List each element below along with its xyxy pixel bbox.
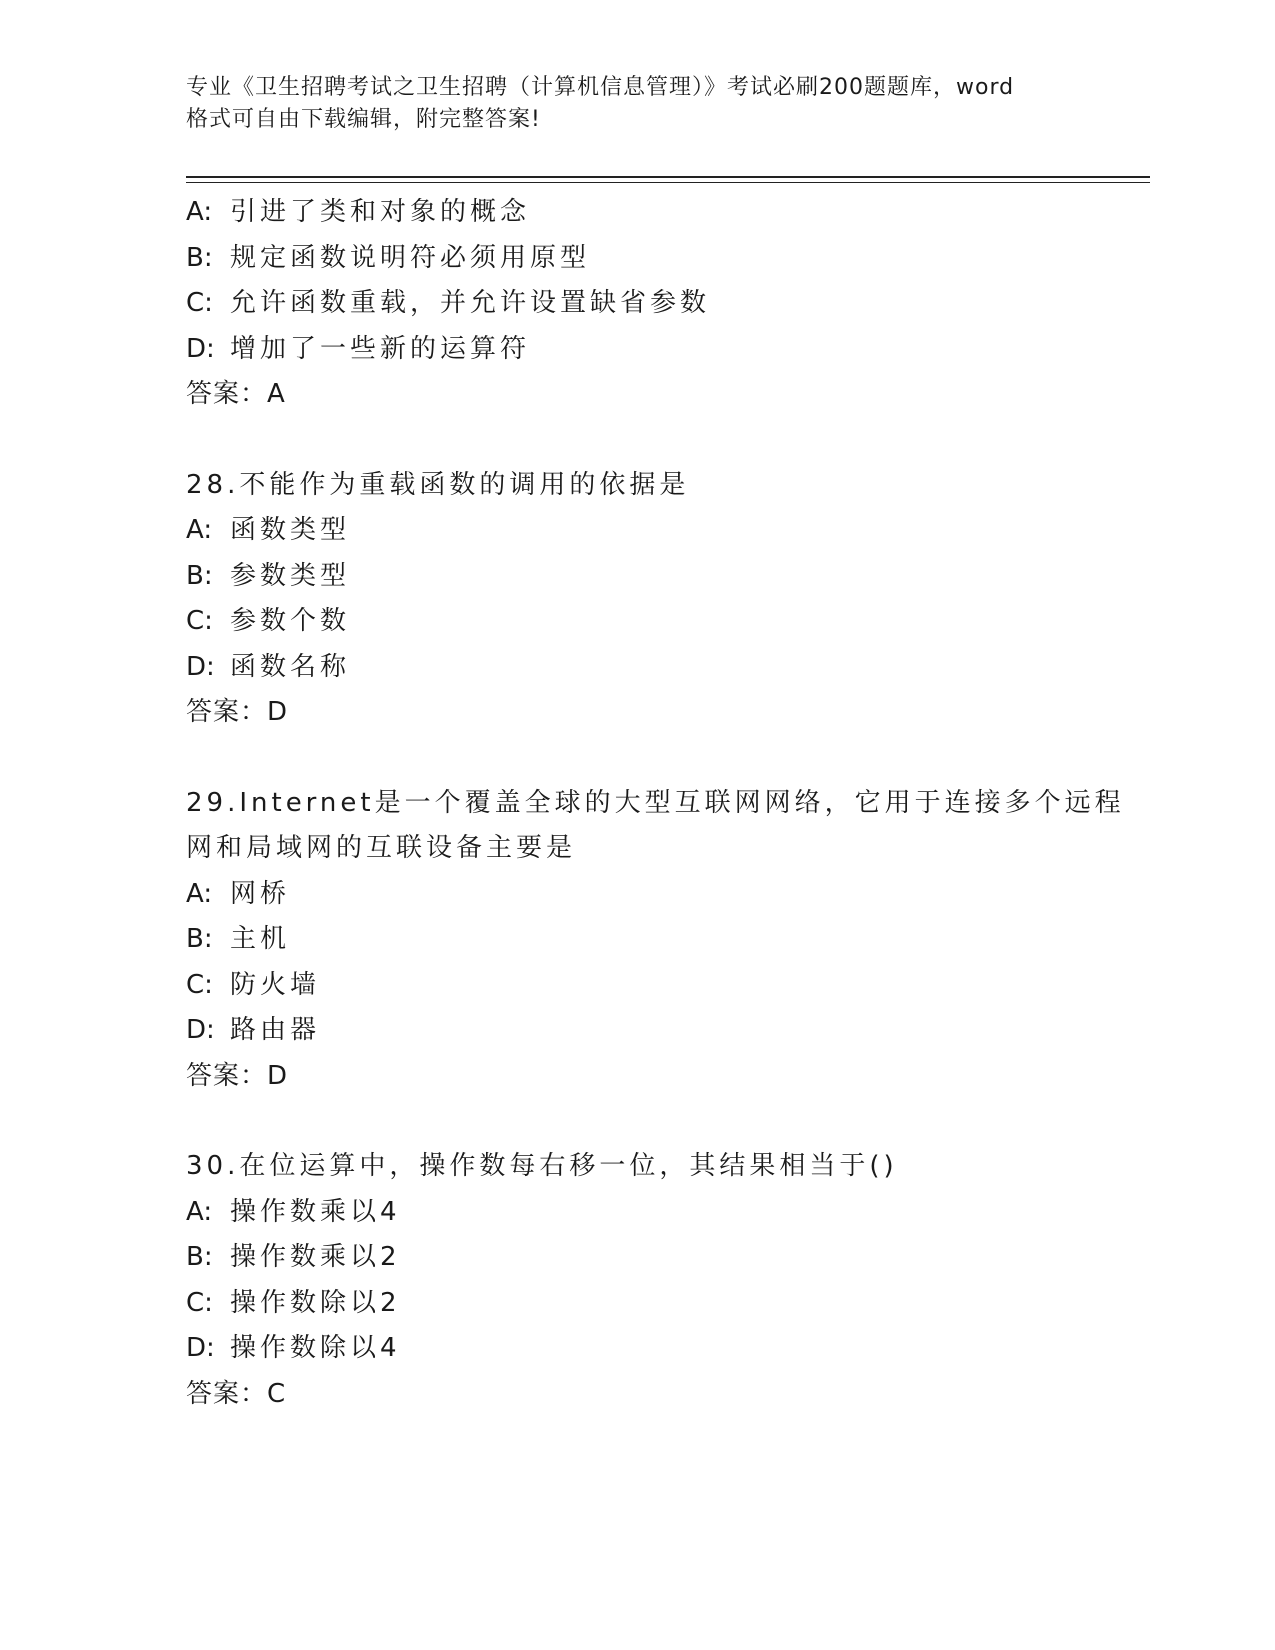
option-letter: C:	[186, 606, 213, 636]
option-text: 函数名称	[230, 651, 351, 682]
option-a	[186, 872, 1086, 918]
question-30	[186, 1144, 1086, 1417]
option-letter: B:	[186, 560, 213, 591]
option-letter: B:	[186, 924, 213, 954]
option-letter: A:	[186, 878, 213, 909]
option-c	[186, 281, 1086, 327]
option-text: 操作数乘以4	[230, 1196, 401, 1227]
option-text: 防火墙	[230, 969, 321, 1000]
header-line-2: 格式可自由下载编辑，附完整答案!	[186, 107, 541, 132]
option-text: 允许函数重载，并允许设置缺省参数	[230, 288, 711, 318]
option-text: 增加了一些新的运算符	[230, 333, 531, 364]
option-text: 函数类型	[230, 515, 351, 545]
question-28	[186, 463, 1086, 736]
option-b	[186, 236, 1086, 282]
option-letter: C:	[186, 288, 213, 318]
question-stem-line-1: 29.Internet是一个覆盖全球的大型互联网网络，它用于连接多个远程	[186, 787, 1125, 818]
header-divider	[186, 176, 1150, 183]
option-text: 操作数乘以2	[230, 1242, 401, 1272]
option-a	[186, 190, 1086, 236]
option-text: 引进了类和对象的概念	[230, 197, 531, 227]
option-text: 参数类型	[230, 560, 351, 591]
option-b	[186, 554, 1086, 600]
document-header	[186, 72, 1086, 136]
option-b	[186, 917, 1086, 963]
option-d	[186, 645, 1086, 691]
question-27	[186, 190, 1086, 418]
question-stem: 28.不能作为重载函数的调用的依据是	[186, 469, 690, 500]
option-letter: D:	[186, 1015, 215, 1045]
option-letter: B:	[186, 242, 213, 273]
answer: 答案：D	[186, 1060, 289, 1091]
question-list	[186, 190, 1125, 1417]
option-letter: B:	[186, 1242, 213, 1272]
option-text: 路由器	[230, 1015, 321, 1045]
answer: 答案：C	[186, 1378, 287, 1409]
header-line-1: 专业《卫生招聘考试之卫生招聘（计算机信息管理）》考试必刷200题题库，word	[186, 75, 1015, 100]
option-b	[186, 1235, 1086, 1281]
option-d	[186, 1326, 1086, 1372]
option-letter: A:	[186, 515, 213, 545]
option-a	[186, 508, 1086, 554]
option-text: 网桥	[230, 878, 291, 909]
option-letter: C:	[186, 969, 213, 1000]
option-letter: D:	[186, 651, 215, 682]
option-text: 操作数除以4	[230, 1333, 401, 1363]
option-letter: D:	[186, 1333, 215, 1363]
option-c	[186, 599, 1086, 645]
question-stem: 30.在位运算中，操作数每右移一位，其结果相当于()	[186, 1151, 898, 1181]
option-text: 参数个数	[230, 606, 351, 636]
option-a	[186, 1190, 1086, 1236]
question-stem-line-2: 网和局域网的互联设备主要是	[186, 833, 577, 863]
option-letter: A:	[186, 197, 213, 227]
option-d	[186, 1008, 1086, 1054]
option-text: 操作数除以2	[230, 1287, 401, 1318]
option-d	[186, 327, 1086, 373]
option-letter: A:	[186, 1196, 213, 1227]
answer: 答案：A	[186, 379, 286, 409]
option-letter: D:	[186, 333, 215, 364]
option-c	[186, 1281, 1086, 1327]
option-letter: C:	[186, 1287, 213, 1318]
option-text: 主机	[230, 924, 291, 954]
option-text: 规定函数说明符必须用原型	[230, 242, 591, 273]
question-29	[186, 781, 1125, 1100]
answer: 答案：D	[186, 697, 289, 727]
option-c	[186, 963, 1086, 1009]
